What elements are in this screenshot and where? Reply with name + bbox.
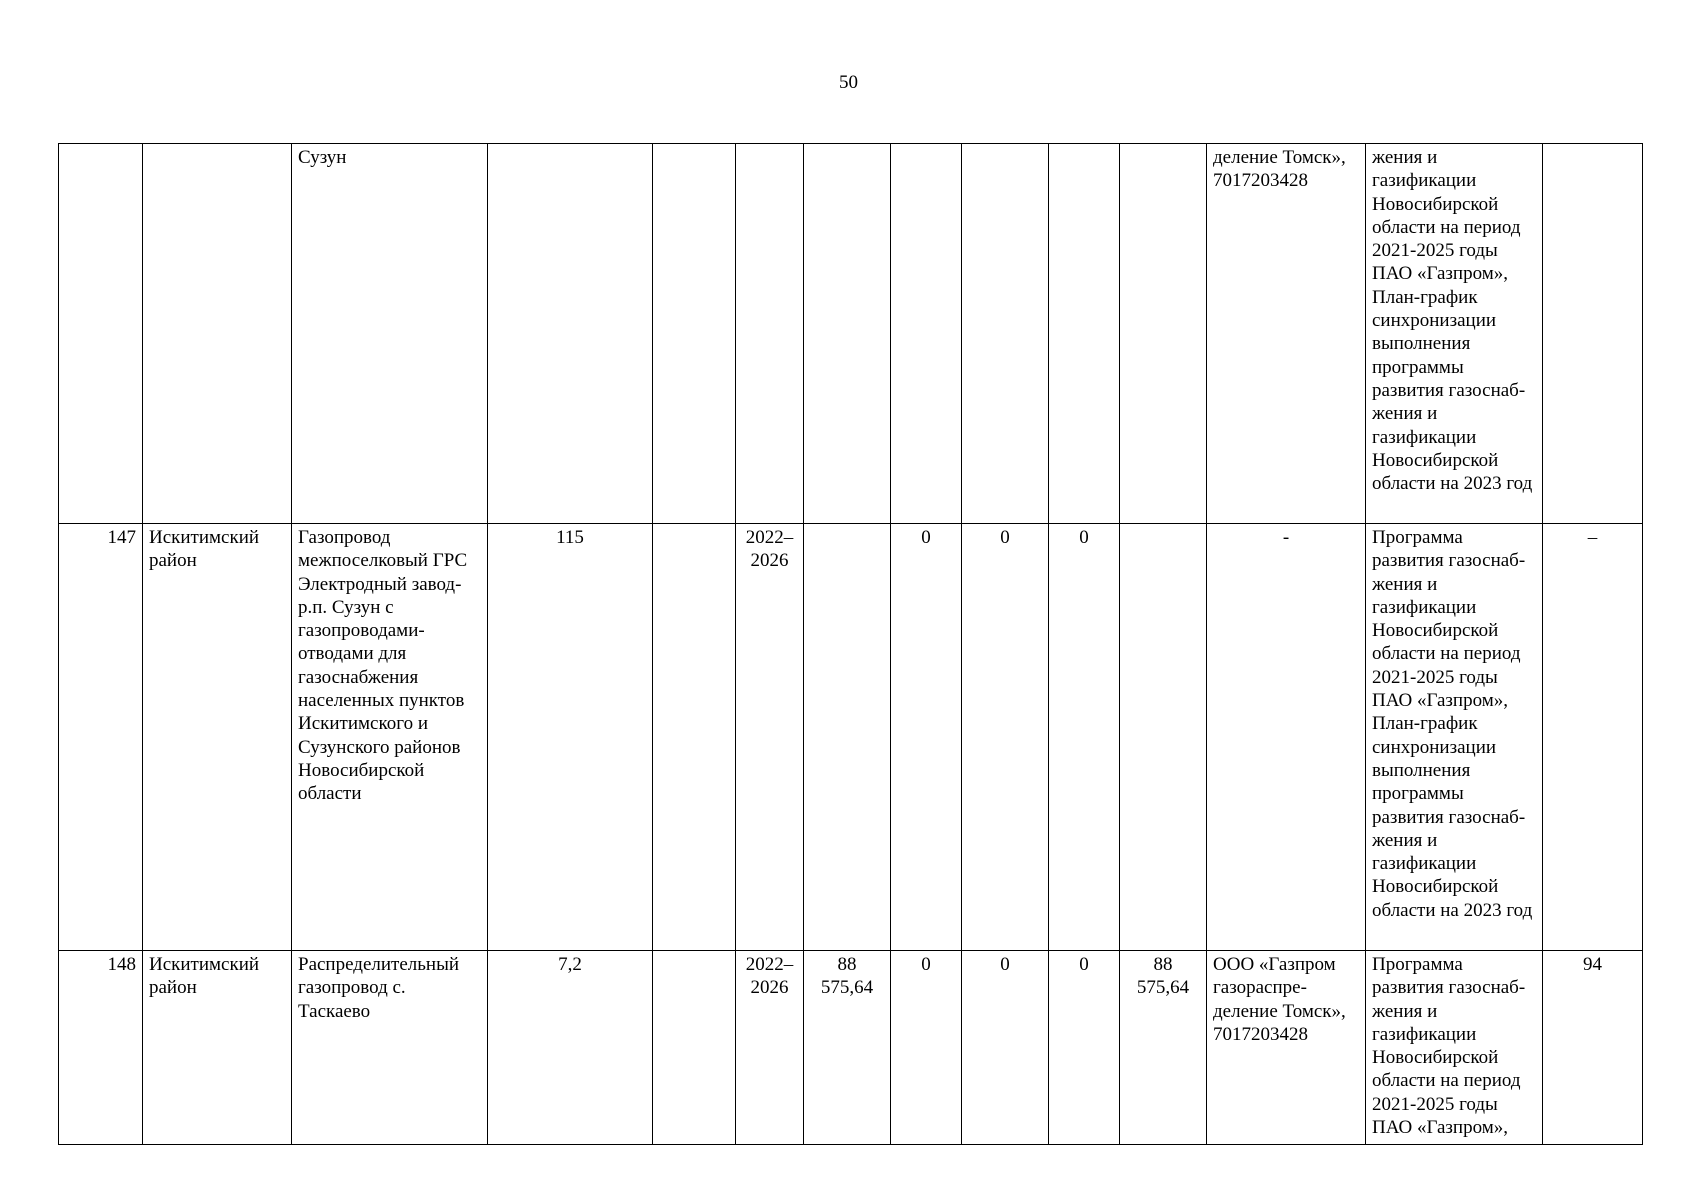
cell-period [736, 144, 804, 524]
cell-value-2 [962, 144, 1049, 524]
cell-basis: Программа развития газоснаб-жения и газификации Новосибирской области на период 2021-2025 годы ПАО «Газпром», [1366, 951, 1543, 1145]
cell-object: Распределительный газопровод с. Таскаево [292, 951, 488, 1145]
cell-value-1 [891, 144, 962, 524]
cell-period: 2022–2026 [736, 524, 804, 951]
cell-district [143, 144, 292, 524]
cell-district: Искитимский район [143, 951, 292, 1145]
cell-value-2: 0 [962, 524, 1049, 951]
cell-object: Сузун [292, 144, 488, 524]
cell-executor: деление Томск», 7017203428 [1207, 144, 1366, 524]
cell-total [804, 144, 891, 524]
cell-basis: жения и газификации Новосибирской области на период 2021-2025 годы ПАО «Газпром», План-график синхронизации выполнения программы развития газоснаб-жения и газификации Новосибирской области на 2023 год [1366, 144, 1543, 524]
data-table [58, 143, 1643, 1145]
cell-executor: - [1207, 524, 1366, 951]
cell-total: 88 575,64 [804, 951, 891, 1145]
cell-value-2: 0 [962, 951, 1049, 1145]
cell-col5 [653, 144, 736, 524]
page-number: 50 [839, 72, 858, 93]
cell-number: 148 [59, 951, 143, 1145]
cell-col5 [653, 951, 736, 1145]
cell-value-1: 0 [891, 951, 962, 1145]
cell-value-3 [1049, 144, 1120, 524]
cell-length: 7,2 [488, 951, 653, 1145]
cell-object: Газопровод межпоселковый ГРС Электродный завод-р.п. Сузун с газопроводами-отводами для газоснабжения населенных пунктов Искитимского и Сузунского районов Новосибирской области [292, 524, 488, 951]
cell-value-3: 0 [1049, 951, 1120, 1145]
table-row [59, 144, 1643, 524]
cell-last [1543, 144, 1643, 524]
cell-period: 2022–2026 [736, 951, 804, 1145]
cell-value-1: 0 [891, 524, 962, 951]
cell-district: Искитимский район [143, 524, 292, 951]
table-row [59, 524, 1643, 951]
cell-value-4: 88 575,64 [1120, 951, 1207, 1145]
cell-value-4 [1120, 524, 1207, 951]
cell-col5 [653, 524, 736, 951]
cell-last: – [1543, 524, 1643, 951]
cell-basis: Программа развития газоснаб-жения и газификации Новосибирской области на период 2021-2025 годы ПАО «Газпром», План-график синхронизации выполнения программы развития газоснаб-жения и газификации Новосибирской области на 2023 год [1366, 524, 1543, 951]
cell-total [804, 524, 891, 951]
cell-number: 147 [59, 524, 143, 951]
table-row [59, 951, 1643, 1145]
cell-length: 115 [488, 524, 653, 951]
cell-number [59, 144, 143, 524]
cell-value-4 [1120, 144, 1207, 524]
cell-length [488, 144, 653, 524]
cell-last: 94 [1543, 951, 1643, 1145]
cell-value-3: 0 [1049, 524, 1120, 951]
cell-executor: ООО «Газпром газораспре-деление Томск», 7017203428 [1207, 951, 1366, 1145]
